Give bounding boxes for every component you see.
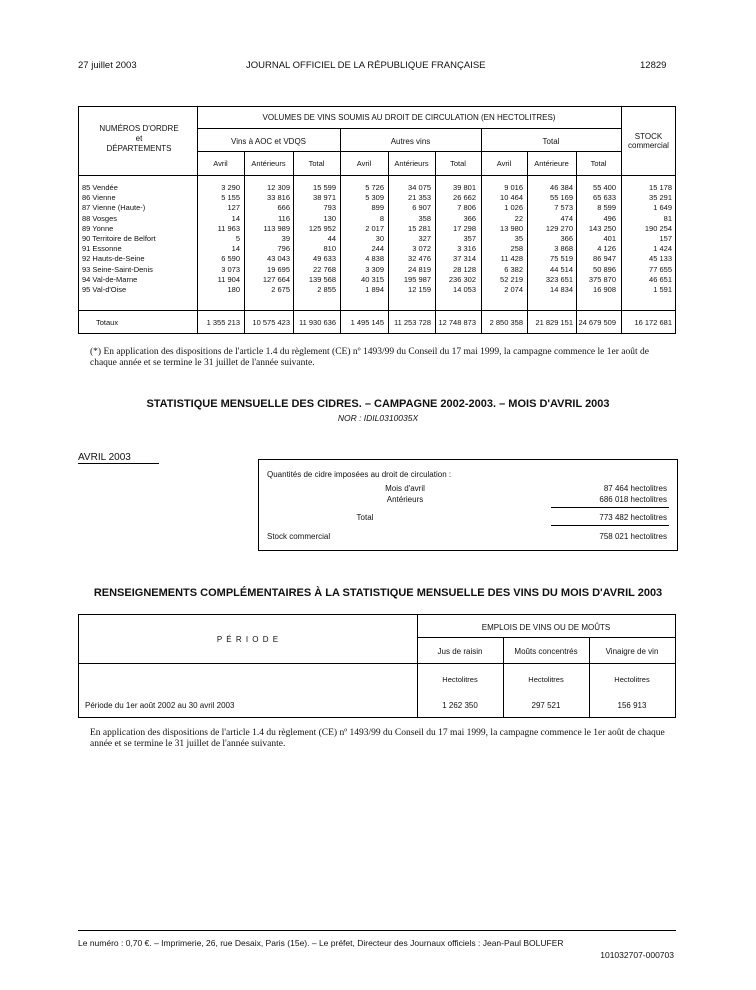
cidre-intro: Quantités de cidre imposées au droit de circulation : bbox=[267, 470, 452, 479]
cell-value: 4 838 bbox=[365, 254, 384, 264]
cell-value: 49 633 bbox=[313, 254, 336, 264]
cell-value: 15 599 bbox=[313, 183, 336, 192]
department-name: 91 Essonne bbox=[82, 244, 122, 254]
table-divider bbox=[78, 310, 676, 311]
group-header: Vins à AOC et VDQS bbox=[231, 137, 306, 146]
cidre-label: Total bbox=[356, 513, 374, 522]
cell-value: 127 bbox=[227, 203, 240, 213]
cell-value: 810 bbox=[323, 244, 336, 254]
cell-value: 44 bbox=[327, 234, 336, 243]
total-value: 16 172 681 bbox=[634, 318, 672, 327]
cell-value: 38 971 bbox=[313, 193, 336, 203]
cidre-label: Mois d'avril bbox=[385, 484, 425, 493]
subcolumn-header: Avril bbox=[356, 159, 372, 168]
cell-value: 28 128 bbox=[453, 264, 476, 274]
supplementary-section-title: RENSEIGNEMENTS COMPLÉMENTAIRES À LA STATISTIQUE MENSUELLE DES VINS DU MOIS D'AVRIL 2003 bbox=[93, 587, 663, 599]
col-vinaigre: Vinaigre de vin bbox=[605, 647, 659, 656]
column-header-volumes: VOLUMES DE VINS SOUMIS AU DROIT DE CIRCULATION (EN HECTOLITRES) bbox=[262, 113, 556, 122]
cell-value: 43 043 bbox=[267, 254, 290, 264]
table-divider bbox=[197, 151, 621, 152]
cell-value: 46 651 bbox=[649, 274, 672, 284]
cell-value: 11 963 bbox=[217, 223, 240, 233]
unit-label: Hectolitres bbox=[442, 675, 478, 684]
cell-value: 3 309 bbox=[365, 264, 384, 274]
cell-value: 86 947 bbox=[593, 254, 616, 264]
subcolumn-header: Avril bbox=[213, 159, 228, 168]
cell-value: 190 254 bbox=[644, 223, 672, 233]
cell-value: 357 bbox=[463, 234, 476, 243]
cell-value: 39 bbox=[281, 234, 290, 243]
total-value: 1 495 145 bbox=[350, 318, 384, 327]
cidre-value: 87 464 hectolitres bbox=[603, 484, 667, 493]
column-header-departments: NUMÉROS D'ORDRE et DÉPARTEMENTS bbox=[99, 124, 179, 153]
cell-value: 3 073 bbox=[221, 264, 240, 274]
cell-value: 796 bbox=[277, 244, 290, 254]
value-mouts-concentres: 297 521 bbox=[531, 701, 561, 710]
periode-header: P É R I O D E bbox=[216, 635, 280, 644]
footer-imprint: Le numéro : 0,70 €. – Imprimerie, 26, rue Desaix, Paris (15e). – Le préfet, Directeur des Journaux officiels : Jean-Paul BOLUFER bbox=[78, 938, 564, 948]
header-journal: JOURNAL OFFICIEL DE LA RÉPUBLIQUE FRANÇAISE bbox=[246, 60, 486, 71]
cell-value: 19 695 bbox=[267, 264, 290, 274]
totals-label: Totaux bbox=[96, 318, 119, 327]
cell-value: 2 017 bbox=[365, 223, 384, 233]
cell-value: 14 bbox=[231, 213, 240, 223]
cell-value: 75 519 bbox=[550, 254, 573, 264]
header-page-number: 12829 bbox=[640, 60, 667, 71]
cell-value: 130 bbox=[323, 213, 336, 223]
cell-value: 2 855 bbox=[317, 285, 336, 294]
department-name: 88 Vosges bbox=[82, 213, 118, 223]
cidre-value: 686 018 hectolitres bbox=[599, 495, 667, 504]
footer-code: 101032707-000703 bbox=[600, 950, 674, 960]
cell-value: 7 806 bbox=[457, 203, 476, 213]
cell-value: 40 315 bbox=[361, 274, 384, 284]
total-value: 10 575 423 bbox=[252, 318, 290, 327]
cell-value: 1 424 bbox=[653, 244, 672, 254]
cell-value: 8 bbox=[379, 213, 384, 223]
cell-value: 401 bbox=[603, 234, 616, 243]
cell-value: 666 bbox=[277, 203, 290, 213]
col-jus-raisin: Jus de raisin bbox=[437, 647, 483, 656]
cell-value: 129 270 bbox=[545, 223, 573, 233]
col-mouts-concentres: Moûts concentrés bbox=[514, 647, 578, 656]
cell-value: 30 bbox=[375, 234, 384, 243]
cell-value: 10 464 bbox=[500, 193, 523, 203]
cell-value: 1 649 bbox=[653, 203, 672, 213]
subcolumn-header: Total bbox=[450, 159, 466, 168]
cell-value: 24 819 bbox=[408, 264, 431, 274]
cidre-value: 773 482 hectolitres bbox=[599, 513, 667, 522]
cell-value: 81 bbox=[663, 213, 672, 223]
cell-value: 4 126 bbox=[597, 244, 616, 254]
sum-rule bbox=[551, 507, 669, 508]
cell-value: 37 314 bbox=[453, 254, 476, 264]
subcolumn-header: Antérieure bbox=[534, 159, 569, 168]
cidre-box bbox=[258, 459, 678, 551]
value-vinaigre: 156 913 bbox=[617, 701, 647, 710]
cell-value: 236 302 bbox=[448, 274, 476, 284]
note-campaign-2: En application des dispositions de l'article 1.4 du règlement (CE) nº 1493/99 du Conseil du 17 mai 1999, la campagne commence le 1er août de chaque année et se termine le 31 juillet de l'année suivante. bbox=[90, 728, 665, 749]
cell-value: 6 382 bbox=[504, 264, 523, 274]
cell-value: 52 219 bbox=[500, 274, 523, 284]
group-header: Total bbox=[542, 137, 560, 146]
cell-value: 1 026 bbox=[504, 203, 523, 213]
unit-label: Hectolitres bbox=[528, 675, 564, 684]
cell-value: 26 662 bbox=[453, 193, 476, 203]
cell-value: 7 573 bbox=[554, 203, 573, 213]
cell-value: 793 bbox=[323, 203, 336, 213]
cell-value: 14 bbox=[231, 244, 240, 254]
department-name: 85 Vendée bbox=[82, 183, 118, 192]
cidre-label: Antérieurs bbox=[386, 495, 424, 504]
total-value: 11 253 728 bbox=[394, 318, 431, 327]
cell-value: 34 075 bbox=[408, 183, 431, 192]
table-divider bbox=[417, 637, 675, 638]
footer-rule bbox=[78, 930, 676, 931]
cell-value: 258 bbox=[510, 244, 523, 254]
cell-value: 366 bbox=[560, 234, 573, 243]
cell-value: 366 bbox=[463, 213, 476, 223]
subcolumn-header: Antérieurs bbox=[251, 159, 286, 168]
cell-value: 46 384 bbox=[550, 183, 573, 192]
cell-value: 5 309 bbox=[365, 193, 384, 203]
cell-value: 125 952 bbox=[308, 223, 336, 233]
cell-value: 327 bbox=[418, 234, 431, 243]
cell-value: 3 316 bbox=[457, 244, 476, 254]
department-name: 94 Val-de-Marne bbox=[82, 274, 138, 284]
cell-value: 44 514 bbox=[550, 264, 573, 274]
cell-value: 157 bbox=[659, 234, 672, 243]
unit-label: Hectolitres bbox=[614, 675, 650, 684]
cell-value: 143 250 bbox=[588, 223, 616, 233]
cell-value: 22 768 bbox=[313, 264, 336, 274]
cell-value: 13 980 bbox=[500, 223, 523, 233]
table-divider bbox=[78, 175, 676, 176]
total-value: 21 829 151 bbox=[535, 318, 573, 327]
subcolumn-header: Avril bbox=[496, 159, 512, 168]
cell-value: 5 726 bbox=[365, 183, 384, 192]
note-campaign: (*) En application des dispositions de l'article 1.4 du règlement (CE) nº 1493/99 du Conseil du 17 mai 1999, la campagne commence le 1er août de chaque année et se termine le 31 juillet de l'année suivante. bbox=[90, 347, 649, 368]
department-name: 87 Vienne (Haute-) bbox=[82, 203, 146, 213]
department-name: 93 Seine-Saint-Denis bbox=[82, 264, 153, 274]
cell-value: 3 290 bbox=[221, 183, 240, 192]
sum-rule bbox=[551, 525, 669, 526]
cell-value: 50 896 bbox=[593, 264, 616, 274]
cell-value: 127 664 bbox=[262, 274, 290, 284]
cell-value: 22 bbox=[514, 213, 523, 223]
cell-value: 21 353 bbox=[408, 193, 431, 203]
cell-value: 113 989 bbox=[263, 223, 290, 233]
total-value: 2 850 358 bbox=[489, 318, 523, 327]
cell-value: 14 834 bbox=[550, 285, 573, 294]
department-name: 95 Val-d'Oise bbox=[82, 285, 127, 294]
emplois-header: EMPLOIS DE VINS OU DE MOÛTS bbox=[481, 623, 611, 632]
cell-value: 33 816 bbox=[267, 193, 290, 203]
table-divider bbox=[197, 128, 621, 129]
cell-value: 358 bbox=[418, 213, 431, 223]
cell-value: 65 633 bbox=[593, 193, 616, 203]
cell-value: 139 568 bbox=[308, 274, 336, 284]
cell-value: 16 908 bbox=[593, 285, 616, 294]
cell-value: 899 bbox=[371, 203, 384, 213]
cell-value: 1 591 bbox=[653, 285, 672, 294]
month-label: AVRIL 2003 bbox=[78, 452, 159, 464]
cell-value: 474 bbox=[560, 213, 573, 223]
cell-value: 6 590 bbox=[221, 254, 240, 264]
subcolumn-header: Total bbox=[590, 159, 607, 168]
value-jus-raisin: 1 262 350 bbox=[442, 701, 478, 710]
cell-value: 9 016 bbox=[504, 183, 523, 192]
cell-value: 55 400 bbox=[593, 183, 616, 192]
total-value: 12 748 873 bbox=[438, 318, 476, 327]
emplois-table bbox=[78, 614, 676, 718]
department-name: 92 Hauts-de-Seine bbox=[82, 254, 145, 264]
cell-value: 3 868 bbox=[554, 244, 573, 254]
cell-value: 5 bbox=[235, 234, 240, 243]
department-name: 89 Yonne bbox=[82, 223, 114, 233]
cell-value: 35 291 bbox=[649, 193, 672, 203]
column-header-stock: STOCK commercial bbox=[628, 132, 669, 150]
cell-value: 39 801 bbox=[453, 183, 476, 192]
cell-value: 116 bbox=[278, 213, 290, 223]
cell-value: 375 870 bbox=[588, 274, 616, 284]
table-divider bbox=[79, 663, 675, 664]
cell-value: 180 bbox=[227, 285, 240, 294]
cell-value: 323 651 bbox=[545, 274, 573, 284]
cell-value: 11 904 bbox=[217, 274, 240, 284]
cell-value: 15 178 bbox=[649, 183, 672, 192]
cell-value: 35 bbox=[514, 234, 523, 243]
cell-value: 32 476 bbox=[408, 254, 431, 264]
subcolumn-header: Total bbox=[308, 159, 325, 168]
group-header: Autres vins bbox=[390, 137, 431, 146]
header-date: 27 juillet 2003 bbox=[78, 60, 137, 71]
cell-value: 14 053 bbox=[453, 285, 476, 294]
total-value: 11 930 636 bbox=[299, 318, 336, 327]
cell-value: 5 155 bbox=[221, 193, 240, 203]
cell-value: 55 169 bbox=[550, 193, 573, 203]
cell-value: 496 bbox=[603, 213, 616, 223]
cell-value: 77 655 bbox=[649, 264, 672, 274]
cidre-value: 758 021 hectolitres bbox=[599, 532, 667, 541]
periode-label: Période du 1er août 2002 au 30 avril 2003 bbox=[85, 701, 235, 710]
cell-value: 8 599 bbox=[597, 203, 616, 213]
cell-value: 6 907 bbox=[412, 203, 431, 213]
total-value: 24 679 509 bbox=[578, 318, 616, 327]
cell-value: 244 bbox=[371, 244, 384, 254]
cell-value: 3 072 bbox=[412, 244, 431, 254]
cell-value: 2 675 bbox=[271, 285, 290, 294]
department-name: 86 Vienne bbox=[82, 193, 116, 203]
cidre-section-title: STATISTIQUE MENSUELLE DES CIDRES. – CAMPAGNE 2002-2003. – MOIS D'AVRIL 2003 bbox=[146, 398, 610, 410]
total-value: 1 355 213 bbox=[206, 318, 240, 327]
cell-value: 11 428 bbox=[500, 254, 523, 264]
cell-value: 12 159 bbox=[408, 285, 431, 294]
cell-value: 195 987 bbox=[403, 274, 431, 284]
subcolumn-header: Antérieurs bbox=[394, 159, 429, 168]
nor-reference: NOR : IDIL0310035X bbox=[337, 413, 419, 423]
cell-value: 12 309 bbox=[267, 183, 290, 192]
cell-value: 1 894 bbox=[365, 285, 384, 294]
cell-value: 2 074 bbox=[504, 285, 523, 294]
cidre-label: Stock commercial bbox=[267, 532, 331, 541]
department-name: 90 Territoire de Belfort bbox=[82, 234, 156, 243]
cell-value: 15 281 bbox=[408, 223, 431, 233]
cell-value: 17 298 bbox=[453, 223, 476, 233]
cell-value: 45 133 bbox=[649, 254, 672, 264]
